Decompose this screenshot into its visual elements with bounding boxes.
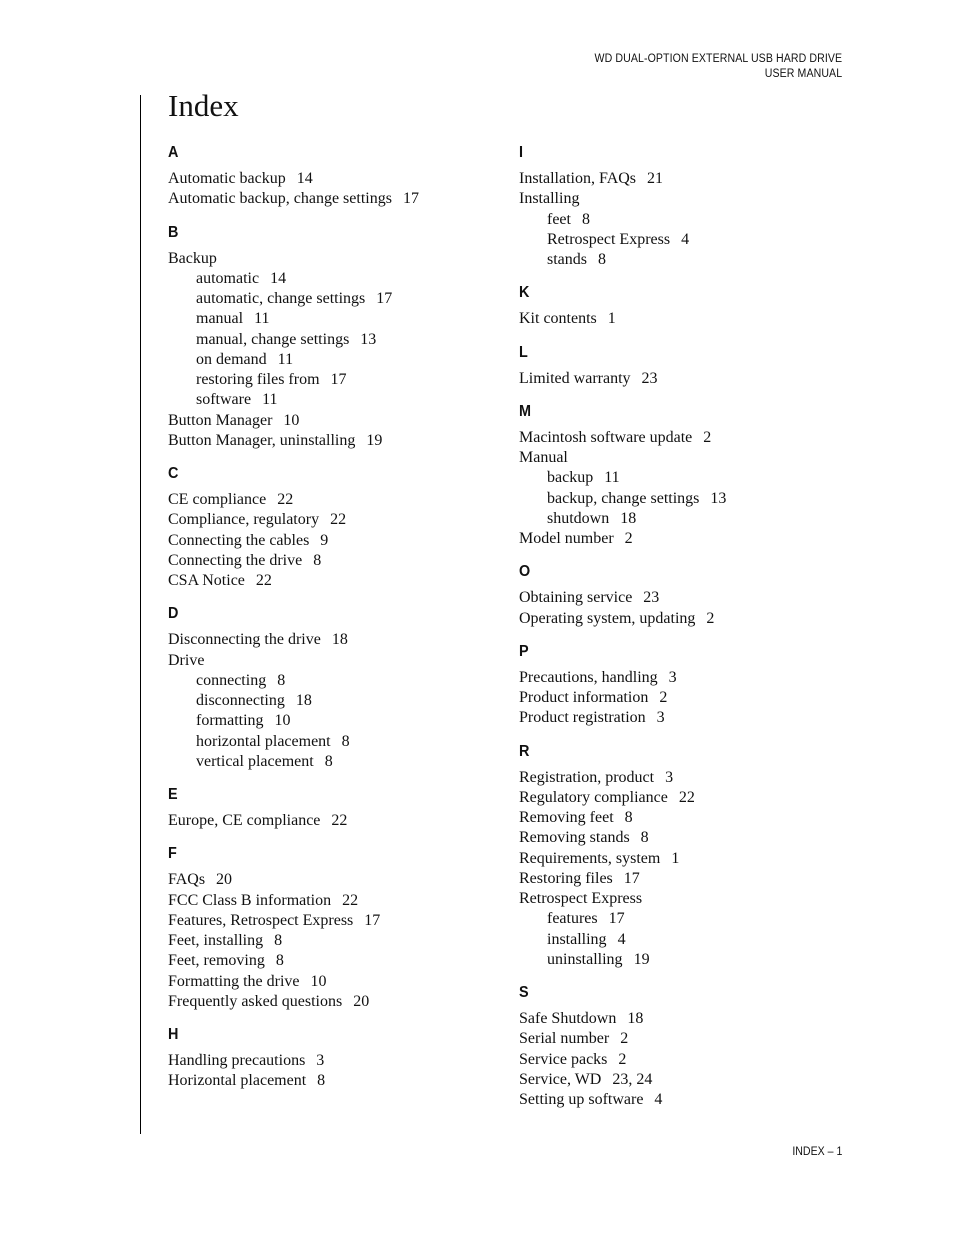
section-letter: P — [519, 642, 529, 660]
entry-page-number: 22 — [255, 572, 272, 589]
entry-page-number: 21 — [647, 170, 664, 187]
index-subentry — [168, 309, 498, 329]
entry-page-number: 17 — [376, 290, 393, 307]
index-entry — [168, 510, 498, 530]
index-entry — [168, 630, 498, 650]
section-letter: R — [519, 742, 530, 760]
entry-term: FAQs — [168, 871, 206, 889]
index-section — [519, 741, 849, 971]
running-header — [594, 52, 842, 82]
index-entry — [519, 788, 849, 808]
entry-term: Retrospect Express — [547, 230, 671, 248]
index-subentry — [519, 909, 849, 929]
entry-page-number: 18 — [331, 631, 348, 649]
entry-term: Product registration — [519, 709, 646, 727]
entry-term: restoring files from — [196, 371, 320, 388]
page-footer: INDEX – 1 — [792, 1146, 842, 1158]
index-subentry — [519, 250, 849, 270]
entry-term: Service packs — [519, 1050, 608, 1068]
section-letter: C — [168, 465, 179, 482]
index-section — [519, 641, 849, 729]
index-subentry — [168, 691, 498, 711]
index-section — [168, 222, 498, 452]
index-entry — [519, 1009, 849, 1029]
index-entry — [168, 1071, 498, 1091]
entry-page-number: 4 — [654, 1091, 663, 1108]
index-entry — [519, 169, 849, 189]
index-entry — [168, 490, 498, 510]
entry-term: FCC Class B information — [168, 891, 332, 909]
index-section — [168, 784, 498, 831]
index-column-right — [519, 142, 849, 1110]
index-entry — [168, 531, 498, 551]
entry-page-number: 23 — [643, 589, 660, 607]
entry-term: Limited warranty — [519, 369, 631, 387]
header-manual-title: WD DUAL-OPTION EXTERNAL USB HARD DRIVE — [594, 53, 842, 65]
entry-term: Feet, removing — [168, 952, 265, 970]
entry-page-number: 11 — [277, 350, 294, 368]
index-subentry — [519, 230, 849, 250]
entry-page-number: 2 — [703, 428, 712, 446]
entry-page-number: 18 — [620, 509, 637, 527]
entry-term: Button Manager, uninstalling — [168, 431, 356, 449]
entry-page-number: 10 — [274, 712, 291, 730]
index-section — [519, 401, 849, 550]
index-subentry — [168, 269, 498, 289]
index-entry — [168, 431, 498, 451]
entry-term: Removing stands — [519, 829, 630, 847]
index-subentry — [168, 330, 498, 350]
entry-term: Precautions, handling — [519, 668, 658, 686]
entry-page-number: 10 — [283, 411, 300, 429]
entry-term: Registration, product — [519, 768, 655, 786]
entry-term: automatic, change settings — [196, 290, 366, 307]
index-subentry — [519, 930, 849, 950]
entry-term: horizontal placement — [196, 732, 331, 750]
entry-term: CSA Notice — [168, 572, 245, 589]
entry-term: Model number — [519, 530, 614, 547]
entry-page-number: 8 — [275, 952, 284, 970]
entry-term: Compliance, regulatory — [168, 511, 320, 529]
index-section — [519, 342, 849, 389]
section-letter: F — [168, 845, 177, 863]
entry-page-number: 3 — [665, 768, 674, 786]
entry-page-number: 22 — [678, 788, 695, 806]
index-section — [168, 142, 498, 210]
entry-page-number: 1 — [607, 310, 616, 328]
section-letter: A — [168, 144, 179, 161]
index-subentry — [168, 752, 498, 772]
index-entry — [168, 911, 498, 931]
index-section — [519, 561, 849, 629]
entry-page-number: 8 — [313, 551, 322, 569]
index-entry — [519, 768, 849, 788]
section-letter: K — [519, 284, 530, 302]
section-letter: I — [519, 144, 524, 161]
entry-page-number: 17 — [608, 910, 625, 928]
entry-term: Serial number — [519, 1030, 610, 1048]
entry-term: Frequently asked questions — [168, 992, 343, 1010]
entry-page-number: 11 — [604, 469, 620, 487]
entry-term: Operating system, updating — [519, 609, 696, 627]
index-subentry — [168, 671, 498, 691]
entry-page-number: 18 — [295, 692, 312, 709]
index-subentry — [519, 950, 849, 970]
entry-term: Regulatory compliance — [519, 788, 668, 806]
index-entry — [168, 1051, 498, 1071]
index-entry — [168, 551, 498, 571]
entry-term: Safe Shutdown — [519, 1010, 617, 1027]
entry-term: Macintosh software update — [519, 428, 693, 446]
entry-term: Backup — [168, 249, 217, 267]
section-letter: B — [168, 223, 179, 241]
entry-term: Restoring files — [519, 869, 613, 887]
entry-page-number: 8 — [341, 732, 350, 750]
index-entry — [168, 951, 498, 971]
entry-page-number: 20 — [353, 992, 370, 1010]
entry-page-number: 2 — [706, 609, 715, 627]
entry-term: shutdown — [547, 509, 610, 527]
index-section — [519, 142, 849, 270]
entry-term: Kit contents — [519, 310, 597, 328]
entry-page-number: 17 — [330, 371, 347, 388]
entry-term: Disconnecting the drive — [168, 631, 321, 649]
header-manual-subtitle: USER MANUAL — [764, 68, 842, 80]
index-entry — [519, 1090, 849, 1110]
entry-term: Feet, installing — [168, 932, 264, 949]
index-entry — [519, 609, 849, 629]
entry-term: stands — [547, 251, 587, 268]
index-entry — [519, 849, 849, 869]
entry-term: Drive — [168, 651, 205, 669]
index-section — [519, 282, 849, 329]
entry-term: Installing — [519, 190, 580, 208]
entry-page-number: 13 — [710, 489, 727, 507]
entry-page-number: 22 — [330, 511, 347, 529]
section-letter: H — [168, 1026, 179, 1043]
index-entry — [519, 688, 849, 708]
entry-term: features — [547, 910, 598, 928]
index-entry — [519, 309, 849, 329]
entry-term: Horizontal placement — [168, 1072, 307, 1090]
index-subentry — [168, 390, 498, 410]
entry-page-number: 4 — [681, 230, 690, 248]
entry-page-number: 22 — [331, 812, 348, 829]
entry-page-number: 1 — [671, 849, 680, 867]
index-entry — [519, 708, 849, 728]
index-entry — [168, 169, 498, 189]
index-entry — [519, 189, 849, 209]
index-entry — [168, 811, 498, 831]
index-entry — [519, 448, 849, 468]
entry-page-number: 14 — [296, 170, 313, 187]
entry-page-number: 8 — [324, 752, 333, 770]
entry-term: Europe, CE compliance — [168, 812, 321, 829]
entry-term: Product information — [519, 689, 649, 706]
index-subentry — [168, 732, 498, 752]
entry-term: Button Manager — [168, 411, 273, 429]
entry-page-number: 2 — [659, 689, 668, 706]
section-letter: M — [519, 402, 531, 420]
entry-term: automatic — [196, 269, 260, 287]
entry-page-number: 10 — [310, 972, 327, 990]
entry-term: manual — [196, 310, 244, 328]
entry-term: backup, change settings — [547, 489, 700, 507]
index-subentry — [168, 350, 498, 370]
entry-page-number: 8 — [624, 809, 633, 826]
entry-term: Automatic backup, change settings — [168, 190, 392, 208]
entry-term: software — [196, 391, 252, 409]
entry-term: manual, change settings — [196, 330, 350, 348]
entry-page-number: 9 — [320, 531, 329, 549]
index-section — [519, 982, 849, 1110]
entry-page-number: 14 — [270, 269, 287, 287]
index-subentry — [168, 711, 498, 731]
index-subentry — [168, 370, 498, 390]
entry-page-number: 8 — [581, 210, 590, 228]
index-entry — [519, 668, 849, 688]
index-entry — [519, 1029, 849, 1049]
index-entry — [519, 529, 849, 549]
index-section — [168, 603, 498, 772]
entry-page-number: 11 — [254, 310, 270, 328]
entry-term: Connecting the drive — [168, 551, 303, 569]
entry-page-number: 18 — [627, 1010, 644, 1027]
entry-term: Requirements, system — [519, 849, 661, 867]
entry-page-number: 17 — [364, 911, 381, 929]
entry-page-number: 2 — [618, 1050, 627, 1068]
index-entry — [168, 651, 498, 671]
entry-term: Features, Retrospect Express — [168, 911, 354, 929]
entry-term: connecting — [196, 671, 267, 689]
page-title: Index — [168, 88, 239, 123]
entry-page-number: 19 — [366, 431, 383, 449]
entry-page-number: 11 — [262, 391, 278, 409]
index-section — [168, 463, 498, 591]
index-section — [168, 843, 498, 1012]
entry-term: disconnecting — [196, 692, 285, 709]
entry-page-number: 8 — [317, 1072, 326, 1090]
index-entry — [519, 369, 849, 389]
index-entry — [519, 1070, 849, 1090]
entry-page-number: 22 — [342, 891, 359, 909]
index-entry — [519, 808, 849, 828]
entry-term: installing — [547, 930, 607, 948]
entry-term: Obtaining service — [519, 589, 633, 607]
index-entry — [168, 972, 498, 992]
entry-page-number: 2 — [620, 1030, 629, 1048]
entry-term: Installation, FAQs — [519, 170, 637, 187]
entry-term: Connecting the cables — [168, 531, 310, 549]
entry-page-number: 20 — [216, 871, 233, 889]
entry-term: Service, WD — [519, 1070, 602, 1088]
entry-page-number: 19 — [633, 950, 650, 968]
entry-term: formatting — [196, 712, 264, 730]
index-entry — [519, 1050, 849, 1070]
entry-page-number: 4 — [617, 930, 626, 948]
index-entry — [519, 588, 849, 608]
entry-page-number: 3 — [316, 1052, 325, 1069]
index-entry — [519, 869, 849, 889]
index-entry — [168, 870, 498, 890]
entry-page-number: 23, 24 — [612, 1070, 653, 1088]
index-entry — [168, 249, 498, 269]
margin-rule — [140, 95, 141, 1134]
index-entry — [168, 931, 498, 951]
entry-page-number: 2 — [624, 530, 633, 547]
entry-term: feet — [547, 210, 571, 228]
entry-term: Removing feet — [519, 809, 614, 826]
index-subentry — [168, 289, 498, 309]
index-entry — [168, 891, 498, 911]
section-letter: E — [168, 786, 178, 803]
index-subentry — [519, 468, 849, 488]
entry-term: on demand — [196, 350, 267, 368]
index-subentry — [519, 509, 849, 529]
entry-page-number: 8 — [277, 671, 286, 689]
index-entry — [168, 189, 498, 209]
entry-page-number: 17 — [623, 869, 640, 887]
index-entry — [168, 411, 498, 431]
entry-term: Manual — [519, 449, 568, 466]
index-entry — [168, 571, 498, 591]
entry-page-number: 22 — [277, 491, 294, 508]
index-column-left — [168, 142, 498, 1092]
section-letter: O — [519, 563, 531, 581]
entry-page-number: 8 — [598, 251, 606, 268]
entry-term: Handling precautions — [168, 1052, 306, 1069]
index-entry — [519, 889, 849, 909]
index-entry — [519, 828, 849, 848]
entry-page-number: 3 — [668, 668, 677, 686]
entry-page-number: 13 — [360, 330, 377, 348]
index-section — [168, 1024, 498, 1092]
index-subentry — [519, 210, 849, 230]
index-entry — [168, 992, 498, 1012]
entry-term: Retrospect Express — [519, 890, 643, 907]
entry-page-number: 3 — [656, 709, 665, 727]
section-letter: L — [519, 343, 528, 361]
section-letter: S — [519, 984, 529, 1001]
entry-page-number: 8 — [274, 932, 283, 949]
entry-term: Setting up software — [519, 1091, 644, 1108]
entry-page-number: 23 — [641, 369, 658, 387]
entry-term: uninstalling — [547, 950, 623, 968]
index-subentry — [519, 489, 849, 509]
entry-page-number: 8 — [640, 829, 649, 847]
index-entry — [519, 428, 849, 448]
entry-term: CE compliance — [168, 491, 267, 508]
entry-term: Formatting the drive — [168, 972, 300, 990]
entry-term: vertical placement — [196, 752, 314, 770]
entry-term: backup — [547, 469, 594, 487]
entry-page-number: 17 — [402, 190, 419, 208]
section-letter: D — [168, 605, 179, 623]
entry-term: Automatic backup — [168, 170, 286, 187]
